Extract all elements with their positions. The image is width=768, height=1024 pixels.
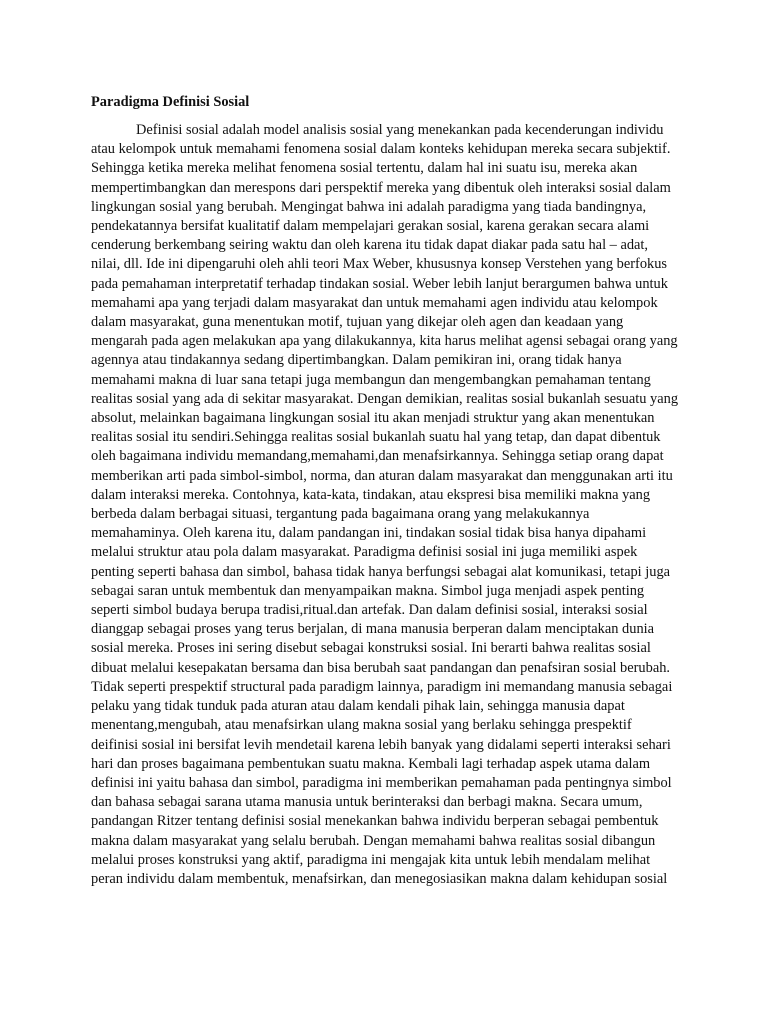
document-title: Paradigma Definisi Sosial	[91, 94, 250, 110]
document-content	[91, 93, 680, 889]
document-paragraph: Definisi sosial adalah model analisis sosial yang menekankan pada kecenderungan individu atau kelompok untuk memahami fenomena sosial dalam konteks kehidupan mereka secara subjektif. Sehingga ketika mereka melihat fenomena sosial tertentu, dalam hal ini suatu isu, mereka akan mempertimbangkan dan merespons dari perspektif mereka yang dibentuk oleh interaksi sosial dalam lingkungan sosial yang berubah. Mengingat bahwa ini adalah paradigma yang tiada bandingnya, pendekatannya bersifat kualitatif dalam mempelajari gerakan sosial, karena gerakan secara alami cenderung berkembang seiring waktu dan oleh karena itu tidak dapat diakar pada satu hal – adat, nilai, dll. Ide ini dipengaruhi oleh ahli teori Max Weber, khususnya konsep Verstehen yang berfokus pada pemahaman interpretatif terhadap tindakan sosial. Weber lebih lanjut berargumen bahwa untuk memahami apa yang terjadi dalam masyarakat dan untuk memahami agen individu atau kelompok dalam masyarakat, guna menentukan motif, tujuan yang dikejar oleh agen dan keadaan yang mengarah pada agen melakukan apa yang dilakukannya, kita harus melihat agensi sebagai orang yang agennya atau tindakannya sedang dipertimbangkan. Dalam pemikiran ini, orang tidak hanya memahami makna di luar sana tetapi juga membangun dan mengembangkan pemahaman tentang realitas sosial yang ada di sekitar masyarakat. Dengan demikian, realitas sosial bukanlah sesuatu yang absolut, melainkan bagaimana lingkungan sosial itu akan menjadi struktur yang akan menentukan realitas sosial itu sendiri.Sehingga realitas sosial bukanlah suatu hal yang tetap, dan dapat dibentuk oleh bagaimana individu memandang,memahami,dan menafsirkannya. Sehingga setiap orang dapat memberikan arti pada simbol-simbol, norma, dan aturan dalam masyarakat dan menggunakan arti itu dalam interaksi mereka. Contohnya, kata-kata, tindakan, atau ekspresi bisa memiliki makna yang berbeda dalam berbagai situasi, tergantung pada bagaimana orang yang melakukannya memahaminya. Oleh karena itu, dalam pandangan ini, tindakan sosial tidak bisa hanya dipahami melalui struktur atau pola dalam masyarakat. Paradigma definisi sosial ini juga memiliki aspek penting seperti bahasa dan simbol, bahasa tidak hanya berfungsi sebagai alat komunikasi, tetapi juga sebagai saran untuk membentuk dan menyampaikan makna. Simbol juga menjadi aspek penting seperti simbol budaya berupa tradisi,ritual.dan artefak. Dan dalam definisi sosial, interaksi sosial dianggap sebagai proses yang terus berjalan, di mana manusia berperan dalam menciptakan dunia sosial mereka. Proses ini sering disebut sebagai konstruksi sosial. Ini berarti bahwa realitas sosial dibuat melalui kesepakatan bersama dan bisa berubah saat pandangan dan penafsiran sosial berubah. Tidak seperti prespektif structural pada paradigm lainnya, paradigm ini memandang manusia sebagai pelaku yang tidak tunduk pada aturan atau dalam kendali pihak lain, sehingga manusia dapat menentang,mengubah, atau menafsirkan ulang makna sosial yang berlaku sehingga prespektif deifinisi sosial ini bersifat levih mendetail karena lebih banyak yang didalami seperti interaksi sehari hari dan proses bagaimana pembentukan suatu makna. Kembali lagi terhadap aspek utama dalam definisi ini yaitu bahasa dan simbol, paradigma ini memberikan pemahaman pada pentingnya simbol dan bahasa sebagai sarana utama manusia untuk berinteraksi dan berbagi makna. Secara umum, pandangan Ritzer tentang definisi sosial menekankan bahwa individu berperan sebagai pembentuk makna dalam masyarakat yang selalu berubah. Dengan memahami bahwa realitas sosial dibangun melalui proses konstruksi yang aktif, paradigma ini mengajak kita untuk lebih mendalam melihat peran individu dalam membentuk, menafsirkan, dan menegosiasikan makna dalam kehidupan sosial	[91, 122, 679, 887]
